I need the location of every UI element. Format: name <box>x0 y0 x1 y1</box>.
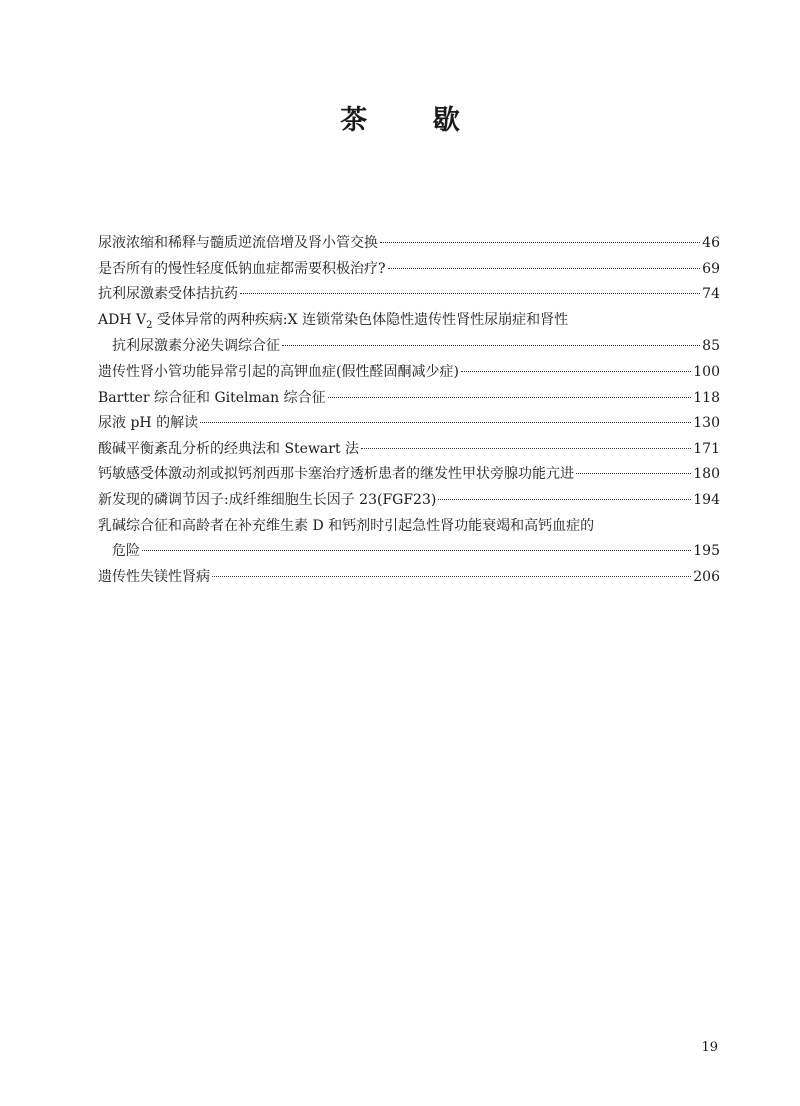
toc-entry-page: 195 <box>693 543 720 560</box>
toc-entry[interactable] <box>98 411 720 437</box>
dot-leader <box>212 575 691 577</box>
toc-entry[interactable] <box>98 437 720 463</box>
toc-entry-title: 遗传性失镁性肾病 <box>98 568 210 585</box>
toc-entry[interactable] <box>98 565 720 591</box>
dot-leader <box>388 267 700 269</box>
toc-entry[interactable] <box>98 257 720 283</box>
table-of-contents <box>98 231 720 590</box>
toc-entry-title-part: 受体异常的两种疾病:X 连锁常染色体隐性遗传性肾性尿崩症和肾性 <box>152 311 569 328</box>
toc-entry-page: 206 <box>693 568 720 585</box>
toc-entry-title-continued: 危险 <box>112 543 140 560</box>
toc-entry-title: 乳碱综合征和高龄者在补充维生素 D 和钙剂时引起急性肾功能衰竭和高钙血症的 <box>98 517 595 534</box>
toc-entry-page: 100 <box>693 363 720 380</box>
toc-entry-page: 46 <box>702 235 720 251</box>
toc-entry-page: 74 <box>702 286 720 303</box>
toc-entry-title: 抗利尿激素受体拮抗药 <box>98 286 238 303</box>
toc-entry-title: Bartter 综合征和 Gitelman 综合征 <box>98 389 326 406</box>
toc-entry-page: 118 <box>693 389 720 406</box>
dot-leader <box>438 498 691 500</box>
toc-entry-page: 180 <box>693 466 720 483</box>
toc-entry-page: 171 <box>693 440 720 457</box>
toc-entry-page: 130 <box>693 415 720 432</box>
toc-entry[interactable] <box>98 360 720 386</box>
toc-entry[interactable] <box>98 488 720 514</box>
toc-entry-title: 是否所有的慢性轻度低钠血症都需要积极治疗? <box>98 260 386 277</box>
toc-entry-page: 85 <box>702 338 720 355</box>
toc-entry-title: 酸碱平衡紊乱分析的经典法和 Stewart 法 <box>98 440 360 457</box>
toc-entry-title: 尿液 pH 的解读 <box>98 415 199 432</box>
page-number: 19 <box>701 1040 718 1055</box>
dot-leader <box>361 447 691 449</box>
toc-entry-page: 69 <box>702 260 720 277</box>
dot-leader <box>200 421 691 423</box>
dot-leader <box>240 292 700 294</box>
dot-leader <box>461 370 691 372</box>
dot-leader <box>142 549 691 551</box>
toc-entry[interactable] <box>98 386 720 412</box>
toc-entry-title: 钙敏感受体激动剂或拟钙剂西那卡塞治疗透析患者的继发性甲状旁腺功能亢进 <box>98 466 574 483</box>
dot-leader <box>576 472 691 474</box>
toc-entry[interactable] <box>98 462 720 488</box>
dot-leader <box>380 241 700 243</box>
page-title: 茶 歇 <box>340 105 488 136</box>
toc-entry-title-part: ADH V <box>98 311 147 328</box>
dot-leader <box>328 396 692 398</box>
toc-entry-title: 新发现的磷调节因子:成纤维细胞生长因子 23(FGF23) <box>98 491 437 508</box>
dot-leader <box>282 344 700 346</box>
toc-entry[interactable] <box>98 231 720 257</box>
subscript: 2 <box>146 319 153 331</box>
toc-entry-title <box>98 308 568 335</box>
toc-entry-title: 尿液浓缩和稀释与髓质逆流倍增及肾小管交换 <box>98 235 378 251</box>
toc-entry[interactable] <box>98 282 720 308</box>
toc-entry-title-continued: 抗利尿激素分泌失调综合征 <box>112 338 280 355</box>
toc-entry-title: 遗传性肾小管功能异常引起的高钾血症(假性醛固酮减少症) <box>98 363 459 380</box>
toc-entry[interactable] <box>98 308 720 360</box>
toc-entry[interactable] <box>98 514 720 565</box>
toc-entry-page: 194 <box>693 491 720 508</box>
